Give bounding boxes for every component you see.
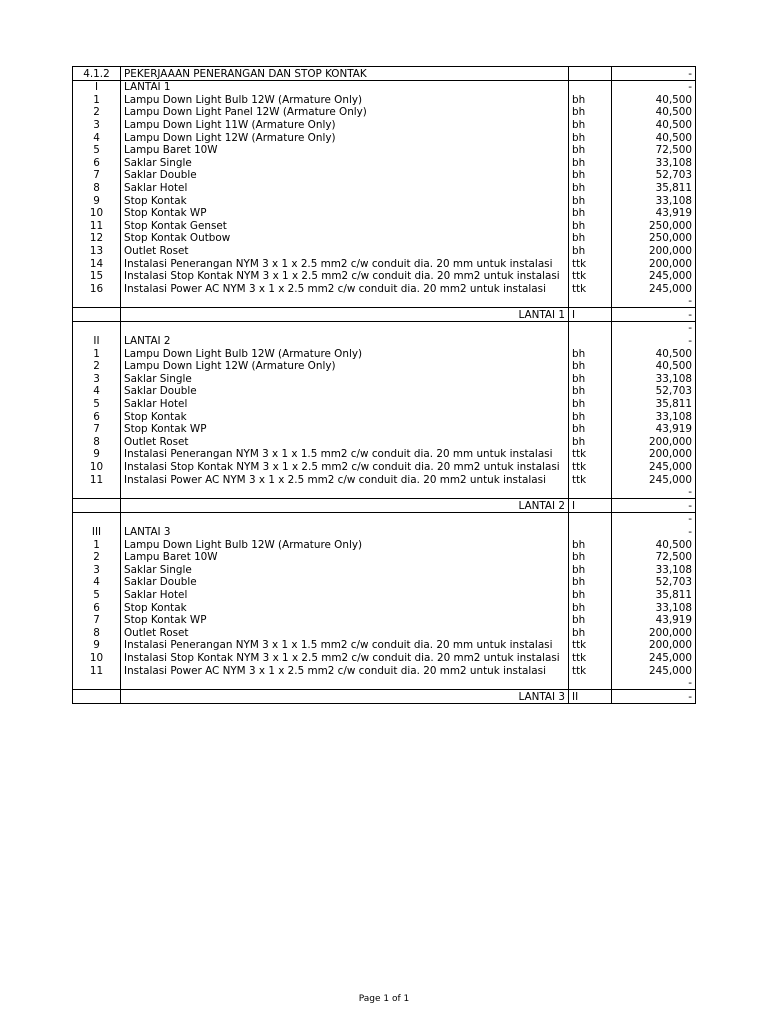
row-number: 9	[73, 194, 121, 207]
table-row	[73, 626, 696, 639]
row-unit: bh	[569, 423, 612, 436]
row-unit: ttk	[569, 270, 612, 283]
table-row	[73, 435, 696, 448]
row-number: 9	[73, 639, 121, 652]
row-description: Stop Kontak Genset	[121, 219, 569, 232]
row-number: 2	[73, 551, 121, 564]
row-number: 13	[73, 244, 121, 257]
row-number: 6	[73, 410, 121, 423]
row-unit: ttk	[569, 651, 612, 664]
row-value: -	[612, 525, 696, 538]
table-row	[73, 410, 696, 423]
row-value: 43,919	[612, 423, 696, 436]
row-value: 33,108	[612, 372, 696, 385]
row-description: Instalasi Power AC NYM 3 x 1 x 2.5 mm2 c/w conduit dia. 20 mm2 untuk instalasi	[121, 473, 569, 486]
table-row	[73, 169, 696, 182]
row-description: Saklar Single	[121, 372, 569, 385]
table-row	[73, 551, 696, 564]
row-number: 7	[73, 614, 121, 627]
row-unit: bh	[569, 435, 612, 448]
row-value: 35,811	[612, 397, 696, 410]
row-description: Stop Kontak	[121, 194, 569, 207]
row-number: 4	[73, 576, 121, 589]
row-unit: bh	[569, 347, 612, 360]
row-unit	[569, 321, 612, 334]
row-description: Stop Kontak	[121, 601, 569, 614]
row-value: 40,500	[612, 347, 696, 360]
row-value: 200,000	[612, 244, 696, 257]
row-description: Lampu Down Light Bulb 12W (Armature Only)	[121, 93, 569, 106]
table-row	[73, 207, 696, 220]
row-description: Saklar Double	[121, 576, 569, 589]
row-value: 43,919	[612, 207, 696, 220]
row-unit: bh	[569, 626, 612, 639]
row-value: 40,500	[612, 93, 696, 106]
row-value: 33,108	[612, 194, 696, 207]
table-row	[73, 232, 696, 245]
table-row	[73, 576, 696, 589]
row-description: Stop Kontak WP	[121, 207, 569, 220]
row-number: 3	[73, 563, 121, 576]
row-unit	[569, 80, 612, 93]
row-number	[73, 321, 121, 334]
row-unit: bh	[569, 360, 612, 373]
row-value: -	[612, 512, 696, 525]
row-value: -	[612, 486, 696, 499]
row-value: 33,108	[612, 601, 696, 614]
row-number: 1	[73, 347, 121, 360]
row-number: 5	[73, 144, 121, 157]
row-value: -	[612, 499, 696, 513]
row-value: -	[612, 295, 696, 308]
blank-row	[73, 486, 696, 499]
row-number: 11	[73, 473, 121, 486]
row-unit: ttk	[569, 448, 612, 461]
table-row	[73, 639, 696, 652]
blank-row	[73, 321, 696, 334]
row-description: Stop Kontak	[121, 410, 569, 423]
row-number: 6	[73, 601, 121, 614]
row-unit: I	[569, 308, 612, 322]
table-row	[73, 347, 696, 360]
row-value: 200,000	[612, 626, 696, 639]
row-unit: ttk	[569, 282, 612, 295]
row-value: 40,500	[612, 118, 696, 131]
row-description: Stop Kontak Outbow	[121, 232, 569, 245]
row-unit: bh	[569, 106, 612, 119]
row-value: 245,000	[612, 282, 696, 295]
row-number: 2	[73, 106, 121, 119]
table-row	[73, 614, 696, 627]
blank-row	[73, 295, 696, 308]
row-unit	[569, 525, 612, 538]
row-value: -	[612, 321, 696, 334]
row-unit: I	[569, 499, 612, 513]
row-description: Saklar Single	[121, 563, 569, 576]
row-unit: bh	[569, 372, 612, 385]
row-number: 4	[73, 385, 121, 398]
table-row	[73, 563, 696, 576]
table-row	[73, 118, 696, 131]
section-header-row	[73, 80, 696, 93]
table-row	[73, 360, 696, 373]
row-description: Stop Kontak WP	[121, 423, 569, 436]
table-row	[73, 372, 696, 385]
row-value: 245,000	[612, 270, 696, 283]
row-unit: bh	[569, 601, 612, 614]
row-number: 8	[73, 435, 121, 448]
row-unit: bh	[569, 118, 612, 131]
row-description: Instalasi Stop Kontak NYM 3 x 1 x 2.5 mm2 c/w conduit dia. 20 mm2 untuk instalasi	[121, 460, 569, 473]
table-row	[73, 270, 696, 283]
row-number	[73, 308, 121, 322]
row-description: LANTAI 1	[121, 308, 569, 322]
table-row	[73, 423, 696, 436]
row-unit: bh	[569, 232, 612, 245]
row-description: Lampu Down Light Bulb 12W (Armature Only)	[121, 347, 569, 360]
row-number: III	[73, 525, 121, 538]
row-number: 4.1.2	[73, 67, 121, 81]
row-value: 245,000	[612, 664, 696, 677]
row-value: 200,000	[612, 435, 696, 448]
row-value: 43,919	[612, 614, 696, 627]
row-number: 1	[73, 93, 121, 106]
row-unit	[569, 486, 612, 499]
row-unit: bh	[569, 385, 612, 398]
row-number: 7	[73, 423, 121, 436]
row-value: 52,703	[612, 576, 696, 589]
row-description: Instalasi Stop Kontak NYM 3 x 1 x 2.5 mm2 c/w conduit dia. 20 mm2 untuk instalasi	[121, 270, 569, 283]
table-row	[73, 144, 696, 157]
row-value: 33,108	[612, 156, 696, 169]
section-header-row	[73, 525, 696, 538]
row-value: 250,000	[612, 219, 696, 232]
row-description: Instalasi Power AC NYM 3 x 1 x 2.5 mm2 c/w conduit dia. 20 mm2 untuk instalasi	[121, 282, 569, 295]
subtotal-row	[73, 308, 696, 322]
blank-row	[73, 512, 696, 525]
row-value: 40,500	[612, 538, 696, 551]
table-row	[73, 664, 696, 677]
row-unit: bh	[569, 397, 612, 410]
row-number: 3	[73, 118, 121, 131]
row-value: -	[612, 67, 696, 81]
row-value: 200,000	[612, 448, 696, 461]
subtotal-row	[73, 690, 696, 704]
row-description: Instalasi Stop Kontak NYM 3 x 1 x 2.5 mm2 c/w conduit dia. 20 mm2 untuk instalasi	[121, 651, 569, 664]
table-row	[73, 282, 696, 295]
table-row	[73, 93, 696, 106]
table-row	[73, 448, 696, 461]
row-value: -	[612, 677, 696, 690]
row-number: 2	[73, 360, 121, 373]
row-description	[121, 295, 569, 308]
row-value: 245,000	[612, 460, 696, 473]
table-row	[73, 473, 696, 486]
row-number	[73, 512, 121, 525]
row-unit: bh	[569, 131, 612, 144]
row-description: LANTAI 3	[121, 690, 569, 704]
row-value: 40,500	[612, 106, 696, 119]
row-description: Instalasi Power AC NYM 3 x 1 x 2.5 mm2 c/w conduit dia. 20 mm2 untuk instalasi	[121, 664, 569, 677]
row-number: 4	[73, 131, 121, 144]
row-description: Outlet Roset	[121, 244, 569, 257]
row-number	[73, 677, 121, 690]
row-description: Lampu Down Light 11W (Armature Only)	[121, 118, 569, 131]
row-unit: bh	[569, 576, 612, 589]
row-description: Lampu Down Light Panel 12W (Armature Only)	[121, 106, 569, 119]
table-row	[73, 460, 696, 473]
row-description	[121, 677, 569, 690]
table-row	[73, 588, 696, 601]
row-number	[73, 295, 121, 308]
row-value: 245,000	[612, 651, 696, 664]
row-unit: bh	[569, 538, 612, 551]
row-description: Lampu Baret 10W	[121, 144, 569, 157]
row-value: -	[612, 690, 696, 704]
row-unit: bh	[569, 588, 612, 601]
row-unit: bh	[569, 219, 612, 232]
row-description: LANTAI 3	[121, 525, 569, 538]
row-number: 5	[73, 588, 121, 601]
row-value: 33,108	[612, 563, 696, 576]
row-unit: bh	[569, 244, 612, 257]
table-row	[73, 244, 696, 257]
row-number: 1	[73, 538, 121, 551]
row-unit: bh	[569, 207, 612, 220]
row-value: 40,500	[612, 131, 696, 144]
row-unit: II	[569, 690, 612, 704]
table-row	[73, 385, 696, 398]
row-value: -	[612, 308, 696, 322]
row-description: Instalasi Penerangan NYM 3 x 1 x 1.5 mm2 c/w conduit dia. 20 mm untuk instalasi	[121, 448, 569, 461]
row-description: Lampu Down Light Bulb 12W (Armature Only)	[121, 538, 569, 551]
row-number: 12	[73, 232, 121, 245]
row-unit: bh	[569, 551, 612, 564]
row-number: 10	[73, 651, 121, 664]
row-description: PEKERJAAAN PENERANGAN DAN STOP KONTAK	[121, 67, 569, 81]
page-footer: Page 1 of 1	[358, 994, 410, 1004]
row-number: 3	[73, 372, 121, 385]
row-value: 35,811	[612, 181, 696, 194]
row-value: -	[612, 334, 696, 347]
row-description: Lampu Down Light 12W (Armature Only)	[121, 131, 569, 144]
row-value: 52,703	[612, 169, 696, 182]
boq-table-body	[73, 67, 696, 704]
row-value: 250,000	[612, 232, 696, 245]
row-unit: bh	[569, 156, 612, 169]
row-unit: ttk	[569, 460, 612, 473]
row-description: Instalasi Penerangan NYM 3 x 1 x 2.5 mm2 c/w conduit dia. 20 mm untuk instalasi	[121, 257, 569, 270]
row-number	[73, 486, 121, 499]
row-description: Stop Kontak WP	[121, 614, 569, 627]
table-row	[73, 601, 696, 614]
table-row	[73, 106, 696, 119]
row-description	[121, 512, 569, 525]
row-value: 245,000	[612, 473, 696, 486]
row-value: 33,108	[612, 410, 696, 423]
table-row	[73, 131, 696, 144]
row-description: Saklar Double	[121, 169, 569, 182]
row-number: 11	[73, 664, 121, 677]
row-description: Saklar Double	[121, 385, 569, 398]
row-number: 7	[73, 169, 121, 182]
row-number: I	[73, 80, 121, 93]
row-number: 8	[73, 181, 121, 194]
row-number: 11	[73, 219, 121, 232]
row-unit	[569, 295, 612, 308]
blank-row	[73, 677, 696, 690]
row-unit	[569, 334, 612, 347]
table-row	[73, 156, 696, 169]
row-description: Saklar Hotel	[121, 397, 569, 410]
row-unit: ttk	[569, 257, 612, 270]
row-number	[73, 690, 121, 704]
row-number: 10	[73, 460, 121, 473]
table-row	[73, 538, 696, 551]
row-unit: bh	[569, 410, 612, 423]
subtotal-row	[73, 499, 696, 513]
row-description: Instalasi Penerangan NYM 3 x 1 x 1.5 mm2 c/w conduit dia. 20 mm untuk instalasi	[121, 639, 569, 652]
row-description: LANTAI 1	[121, 80, 569, 93]
section-header-row	[73, 334, 696, 347]
row-description: Lampu Down Light 12W (Armature Only)	[121, 360, 569, 373]
section-header-row	[73, 67, 696, 81]
row-description: LANTAI 2	[121, 334, 569, 347]
row-value: 52,703	[612, 385, 696, 398]
row-number: 16	[73, 282, 121, 295]
row-number	[73, 499, 121, 513]
row-unit: bh	[569, 194, 612, 207]
row-description: Outlet Roset	[121, 626, 569, 639]
row-number: 5	[73, 397, 121, 410]
table-row	[73, 194, 696, 207]
row-unit: bh	[569, 144, 612, 157]
row-description: LANTAI 2	[121, 499, 569, 513]
table-row	[73, 257, 696, 270]
row-description: Saklar Single	[121, 156, 569, 169]
row-unit	[569, 677, 612, 690]
row-number: II	[73, 334, 121, 347]
row-number: 8	[73, 626, 121, 639]
row-number: 10	[73, 207, 121, 220]
row-unit: ttk	[569, 664, 612, 677]
row-unit	[569, 67, 612, 81]
row-description: Outlet Roset	[121, 435, 569, 448]
row-value: 72,500	[612, 144, 696, 157]
row-number: 6	[73, 156, 121, 169]
row-value: 35,811	[612, 588, 696, 601]
row-unit	[569, 512, 612, 525]
row-unit: bh	[569, 614, 612, 627]
row-number: 15	[73, 270, 121, 283]
row-unit: bh	[569, 93, 612, 106]
row-unit: ttk	[569, 473, 612, 486]
boq-table	[72, 66, 696, 704]
table-row	[73, 397, 696, 410]
row-unit: ttk	[569, 639, 612, 652]
row-unit: bh	[569, 181, 612, 194]
row-description	[121, 486, 569, 499]
row-value: 200,000	[612, 639, 696, 652]
row-value: -	[612, 80, 696, 93]
table-row	[73, 181, 696, 194]
table-row	[73, 219, 696, 232]
row-description: Saklar Hotel	[121, 588, 569, 601]
row-number: 9	[73, 448, 121, 461]
row-value: 200,000	[612, 257, 696, 270]
row-description: Lampu Baret 10W	[121, 551, 569, 564]
table-row	[73, 651, 696, 664]
row-number: 14	[73, 257, 121, 270]
row-value: 72,500	[612, 551, 696, 564]
row-description: Saklar Hotel	[121, 181, 569, 194]
row-unit: bh	[569, 169, 612, 182]
row-unit: bh	[569, 563, 612, 576]
row-value: 40,500	[612, 360, 696, 373]
row-description	[121, 321, 569, 334]
